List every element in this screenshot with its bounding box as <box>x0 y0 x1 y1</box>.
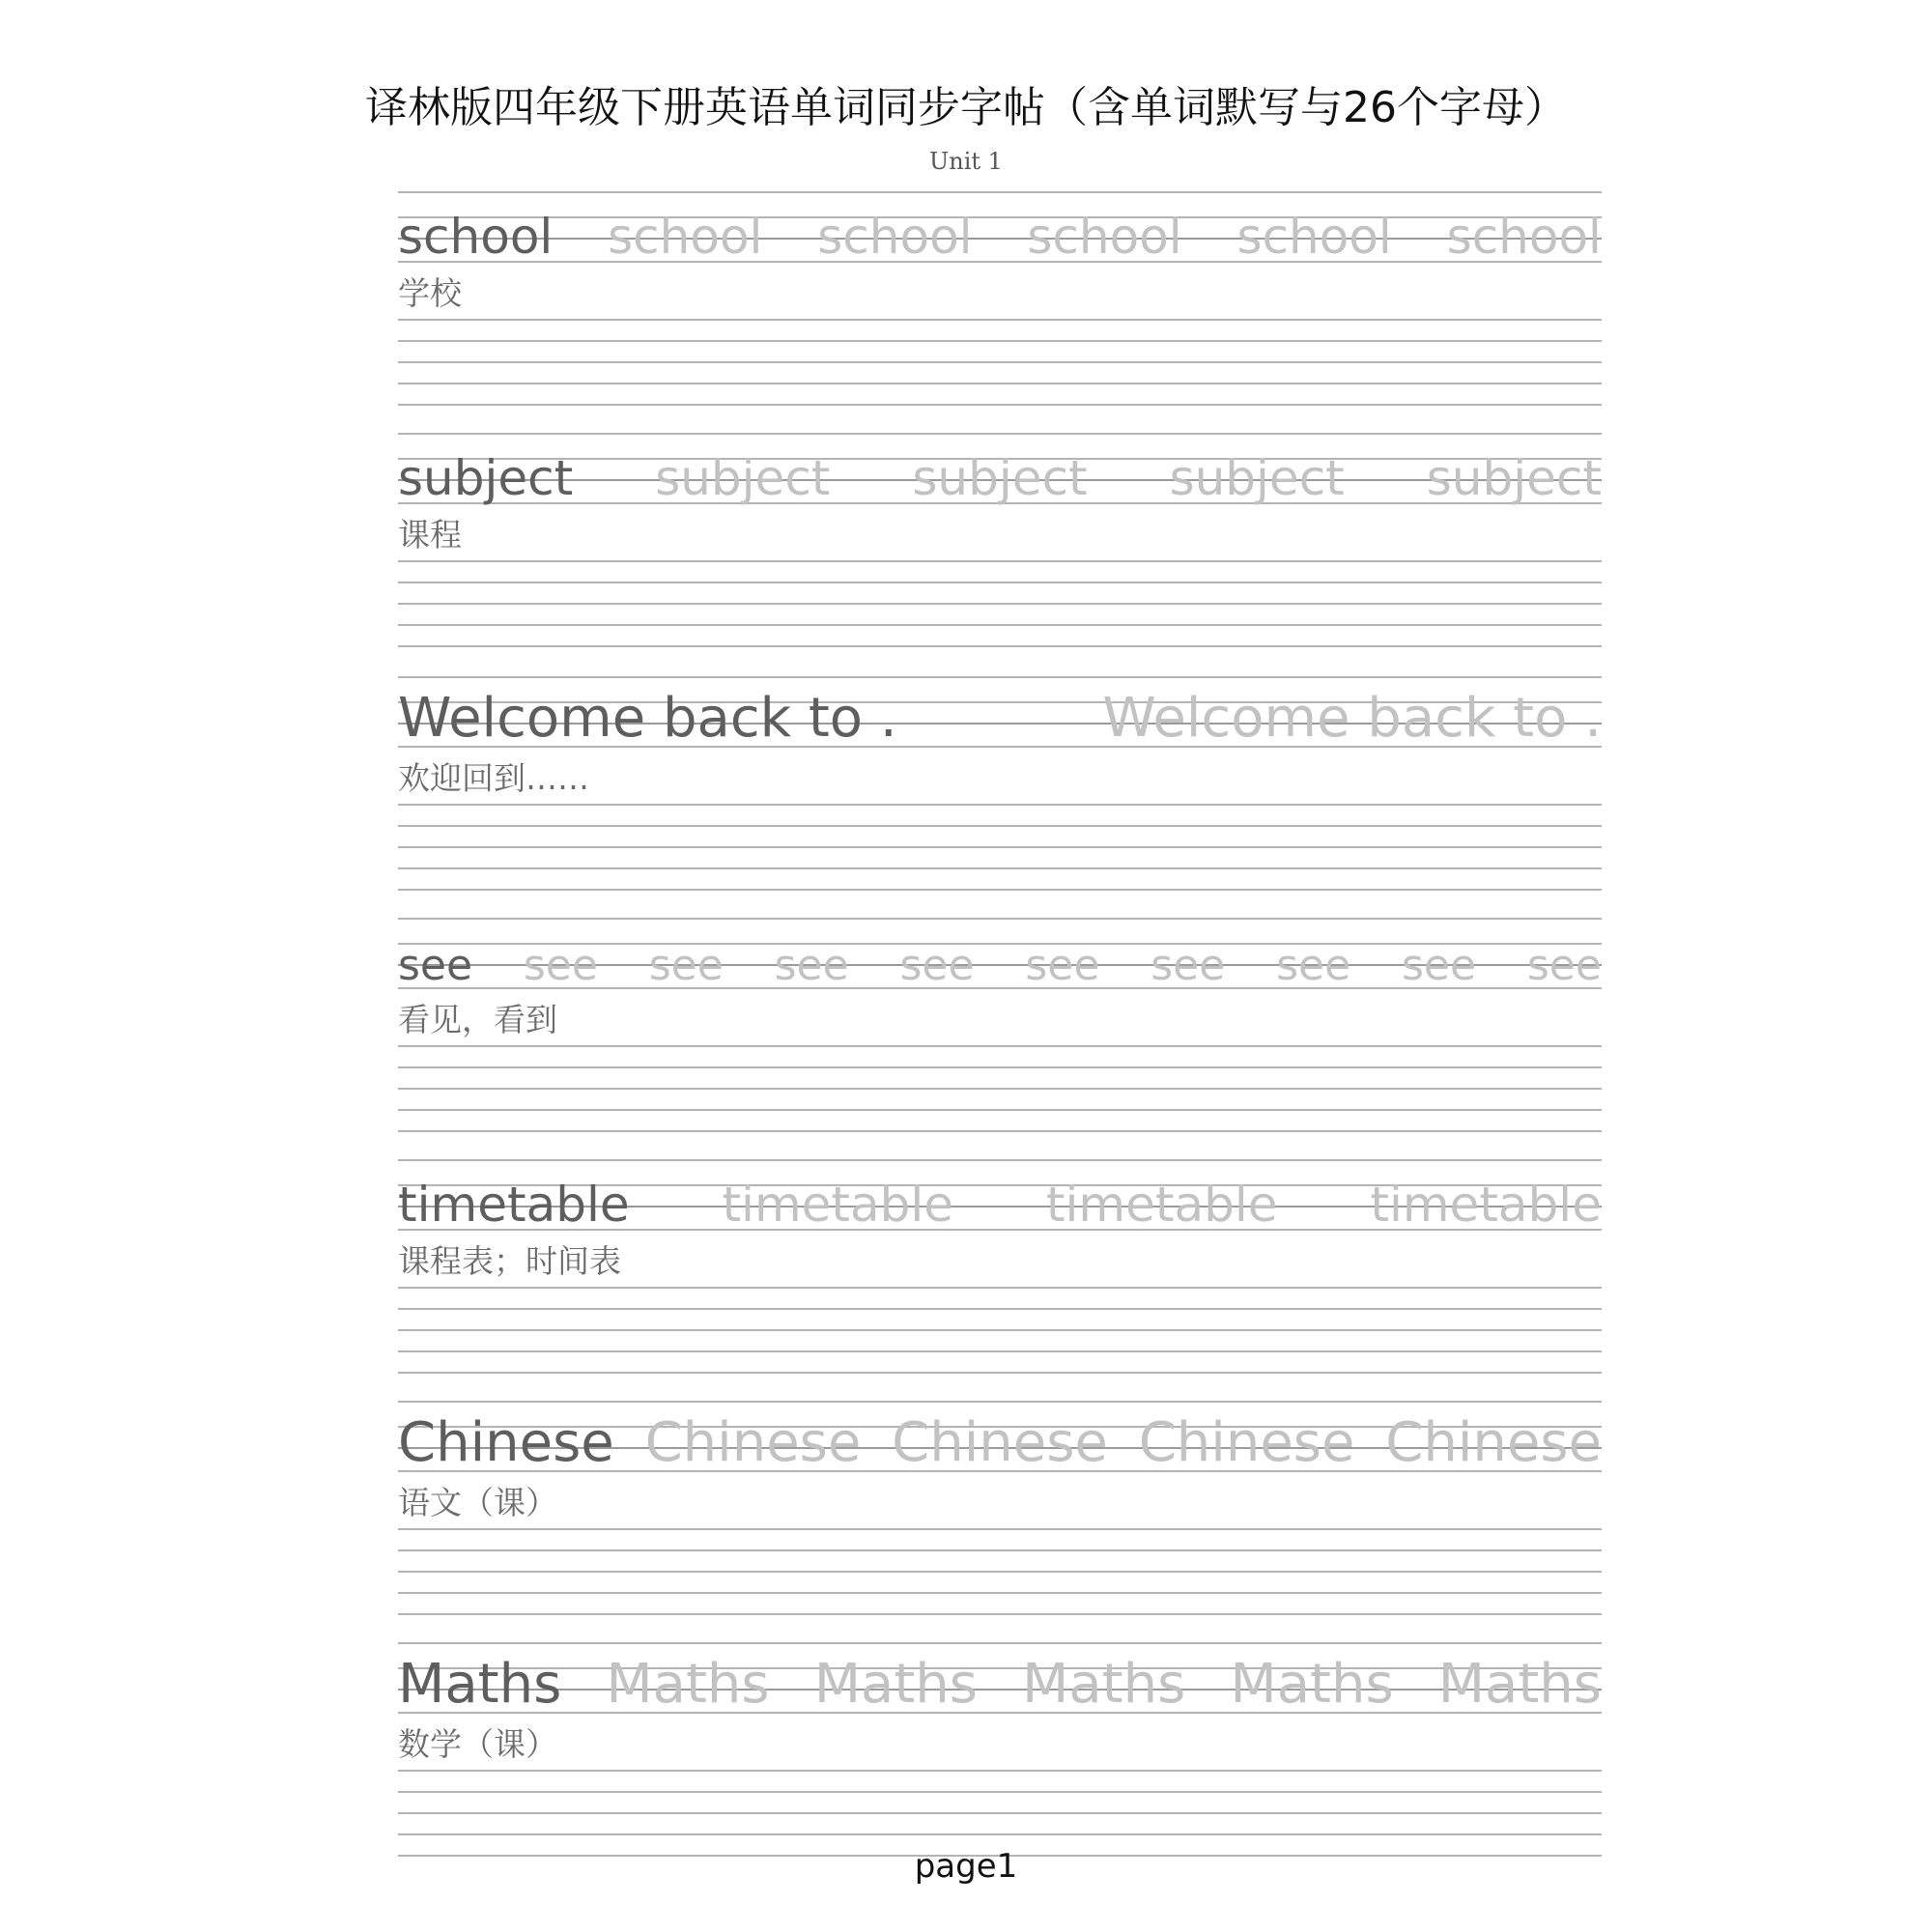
word-row <box>398 676 1602 750</box>
trace-word: timetable <box>1370 1177 1602 1233</box>
trace-word: subject <box>1169 450 1345 506</box>
page-number: page1 <box>914 1847 1018 1886</box>
guide-line <box>398 1045 1602 1047</box>
guide-line <box>398 404 1602 406</box>
word-row <box>398 433 1602 506</box>
model-word: Welcome back to . <box>398 687 897 750</box>
trace-word: subject <box>655 450 831 506</box>
guide-line <box>398 867 1602 869</box>
guide-line <box>398 1350 1602 1352</box>
guide-line <box>398 1613 1602 1615</box>
word-row <box>398 191 1602 265</box>
guide-line <box>398 889 1602 891</box>
model-word: school <box>398 209 554 265</box>
trace-word: see <box>774 941 849 990</box>
word-row <box>398 918 1602 990</box>
guide-line <box>398 1066 1602 1068</box>
trace-word: school <box>608 209 763 265</box>
word-row <box>398 1159 1602 1233</box>
word-section <box>398 676 1602 898</box>
guide-line <box>398 846 1602 848</box>
word-row <box>398 1642 1602 1716</box>
word-section <box>398 918 1602 1140</box>
trace-word: Maths <box>1437 1653 1602 1716</box>
trace-word: see <box>899 941 975 990</box>
guide-line <box>398 261 1602 263</box>
model-word: timetable <box>398 1177 630 1233</box>
guide-line <box>398 804 1602 806</box>
guide-line <box>398 1308 1602 1310</box>
trace-word: Maths <box>606 1653 770 1716</box>
trace-word: see <box>1276 941 1351 990</box>
trace-word: Welcome back to . <box>1102 687 1602 750</box>
model-word: see <box>398 941 473 990</box>
word-meaning: 欢迎回到…… <box>398 759 589 797</box>
trace-word: Chinese <box>892 1411 1108 1474</box>
trace-word: school <box>1446 209 1602 265</box>
word-section <box>398 1401 1602 1623</box>
trace-word: Chinese <box>644 1411 862 1474</box>
trace-word: school <box>1236 209 1392 265</box>
trace-word: see <box>1526 941 1602 990</box>
page-title: 译林版四年级下册英语单词同步字帖（含单词默写与26个字母） <box>365 83 1567 132</box>
guide-line <box>398 1549 1602 1551</box>
guide-line <box>398 1592 1602 1594</box>
guide-line <box>398 603 1602 605</box>
word-meaning: 语文（课） <box>398 1484 557 1521</box>
trace-word: timetable <box>1045 1177 1278 1233</box>
unit-label: Unit 1 <box>929 148 1003 175</box>
word-section <box>398 1642 1602 1864</box>
trace-word: Maths <box>1022 1653 1186 1716</box>
guide-line <box>398 361 1602 363</box>
guide-line <box>398 1833 1602 1835</box>
guide-line <box>398 1109 1602 1111</box>
trace-word: Maths <box>813 1653 978 1716</box>
guide-line <box>398 825 1602 827</box>
word-section <box>398 433 1602 655</box>
word-meaning: 课程 <box>398 516 462 554</box>
word-section <box>398 1159 1602 1381</box>
trace-word: see <box>1025 941 1100 990</box>
trace-word: subject <box>1426 450 1602 506</box>
model-word: subject <box>398 450 574 506</box>
word-section <box>398 191 1602 413</box>
model-word: Chinese <box>398 1411 614 1474</box>
word-row <box>398 1401 1602 1474</box>
trace-word: subject <box>912 450 1088 506</box>
guide-line <box>398 1712 1602 1714</box>
trace-word: Maths <box>1230 1653 1394 1716</box>
guide-line <box>398 340 1602 342</box>
guide-line <box>398 582 1602 583</box>
guide-line <box>398 1130 1602 1132</box>
trace-word: Chinese <box>1138 1411 1355 1474</box>
trace-word: see <box>523 941 598 990</box>
guide-line <box>398 645 1602 647</box>
guide-line <box>398 1770 1602 1772</box>
trace-word: school <box>1027 209 1182 265</box>
guide-line <box>398 560 1602 562</box>
word-meaning: 学校 <box>398 274 462 312</box>
trace-word: timetable <box>722 1177 954 1233</box>
guide-line <box>398 1528 1602 1530</box>
guide-line <box>398 383 1602 384</box>
model-word: Maths <box>398 1653 562 1716</box>
guide-line <box>398 1088 1602 1090</box>
guide-line <box>398 1329 1602 1331</box>
guide-line <box>398 319 1602 321</box>
guide-line <box>398 1287 1602 1289</box>
trace-word: see <box>1151 941 1226 990</box>
guide-line <box>398 1372 1602 1374</box>
word-meaning: 看见，看到 <box>398 1001 557 1038</box>
guide-line <box>398 1791 1602 1793</box>
guide-line <box>398 1812 1602 1814</box>
guide-line <box>398 1571 1602 1573</box>
word-meaning: 课程表；时间表 <box>398 1242 621 1280</box>
guide-line <box>398 624 1602 626</box>
trace-word: school <box>817 209 973 265</box>
trace-word: see <box>1402 941 1477 990</box>
trace-word: see <box>648 941 724 990</box>
word-meaning: 数学（课） <box>398 1725 557 1763</box>
trace-word: Chinese <box>1385 1411 1602 1474</box>
